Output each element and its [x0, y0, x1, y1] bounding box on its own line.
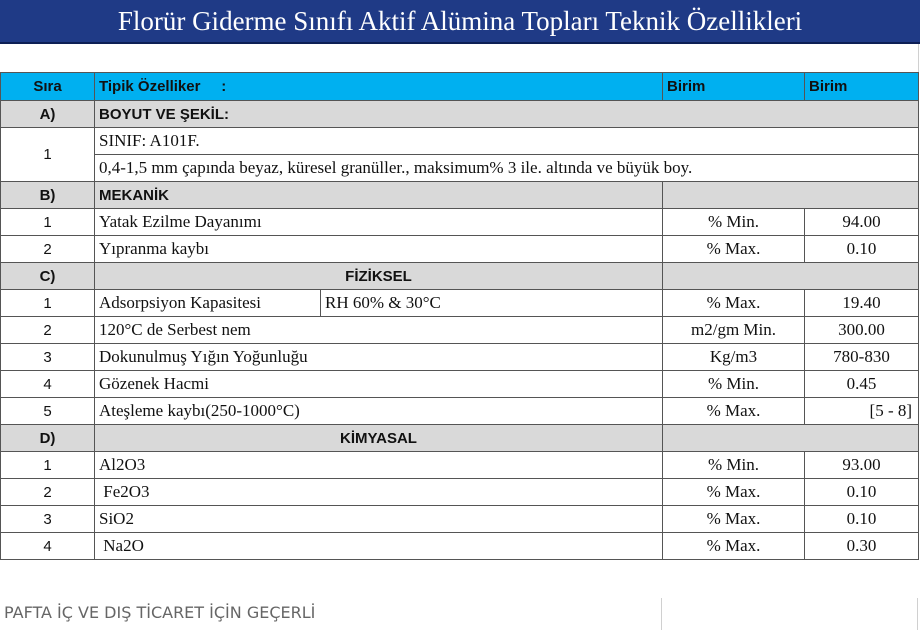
property-value: 0.30	[805, 533, 919, 560]
table-row	[1, 290, 919, 317]
row-index: 1	[1, 128, 95, 182]
property-value: 94.00	[805, 209, 919, 236]
row-index: 1	[1, 209, 95, 236]
property-value: 300.00	[805, 317, 919, 344]
section-title: MEKANİK	[95, 182, 663, 209]
property-name: Ateşleme kaybı(250-1000°C)	[95, 398, 663, 425]
property-unit: % Max.	[663, 479, 805, 506]
table-row	[1, 452, 919, 479]
property-value: 0.10	[805, 506, 919, 533]
property-value: 93.00	[805, 452, 919, 479]
spacer-row	[0, 44, 919, 72]
table-row	[1, 344, 919, 371]
row-index: 1	[1, 452, 95, 479]
row-index: 2	[1, 317, 95, 344]
property-name: Fe2O3	[95, 479, 663, 506]
row-index: 4	[1, 533, 95, 560]
property-unit: m2/gm Min.	[663, 317, 805, 344]
table-row	[1, 533, 919, 560]
property-name: Yıpranma kaybı	[95, 236, 663, 263]
property-unit: % Max.	[663, 533, 805, 560]
property-unit: % Max.	[663, 398, 805, 425]
header-unit-2: Birim	[805, 73, 919, 101]
row-index: 4	[1, 371, 95, 398]
property-condition: RH 60% & 30°C	[321, 290, 663, 317]
row-index: 3	[1, 506, 95, 533]
property-value: [5 - 8]	[805, 398, 919, 425]
table-row	[1, 128, 919, 155]
table-row	[1, 317, 919, 344]
property-unit: % Min.	[663, 371, 805, 398]
table-row	[1, 371, 919, 398]
section-row-d	[1, 425, 919, 452]
section-index: C)	[1, 263, 95, 290]
row-index: 2	[1, 236, 95, 263]
property-name: Adsorpsiyon Kapasitesi	[95, 290, 321, 317]
property-name: SiO2	[95, 506, 663, 533]
property-value: 0.10	[805, 479, 919, 506]
property-unit: % Min.	[663, 209, 805, 236]
property-unit: % Max.	[663, 290, 805, 317]
grade-text: SINIF: A101F.	[95, 128, 919, 155]
row-index: 5	[1, 398, 95, 425]
property-name: 120°C de Serbest nem	[95, 317, 663, 344]
property-value: 19.40	[805, 290, 919, 317]
table-row	[1, 155, 919, 182]
property-unit: % Max.	[663, 506, 805, 533]
property-name: Dokunulmuş Yığın Yoğunluğu	[95, 344, 663, 371]
property-unit: % Max.	[663, 236, 805, 263]
table-row	[1, 398, 919, 425]
property-name: Gözenek Hacmi	[95, 371, 663, 398]
property-value: 780-830	[805, 344, 919, 371]
grid-line	[661, 598, 662, 630]
row-index: 3	[1, 344, 95, 371]
row-index: 2	[1, 479, 95, 506]
table-row	[1, 236, 919, 263]
property-unit: % Min.	[663, 452, 805, 479]
footer-note	[0, 598, 918, 630]
grid-line	[917, 598, 918, 630]
table-header-row	[1, 73, 919, 101]
table-row	[1, 209, 919, 236]
section-row-a	[1, 101, 919, 128]
property-name: Yatak Ezilme Dayanımı	[95, 209, 663, 236]
section-index: D)	[1, 425, 95, 452]
header-sira: Sıra	[1, 73, 95, 101]
section-row-c	[1, 263, 919, 290]
spec-table	[0, 72, 919, 560]
row-index: 1	[1, 290, 95, 317]
shape-description: 0,4-1,5 mm çapında beyaz, küresel granüller., maksimum% 3 ile. altında ve büyük boy.	[95, 155, 919, 182]
property-unit: Kg/m3	[663, 344, 805, 371]
section-index: B)	[1, 182, 95, 209]
section-blank	[663, 182, 919, 209]
table-row	[1, 506, 919, 533]
section-blank	[663, 425, 919, 452]
footer-text: PAFTA İÇ VE DIŞ TİCARET İÇİN GEÇERLİ	[4, 603, 316, 622]
header-unit-1: Birim	[663, 73, 805, 101]
table-row	[1, 479, 919, 506]
section-title: BOYUT VE ŞEKİL:	[95, 101, 919, 128]
section-title: FİZİKSEL	[95, 263, 663, 290]
section-index: A)	[1, 101, 95, 128]
page-title: Florür Giderme Sınıfı Aktif Alümina Topları Teknik Özellikleri	[0, 0, 920, 44]
section-title: KİMYASAL	[95, 425, 663, 452]
property-value: 0.45	[805, 371, 919, 398]
section-row-b	[1, 182, 919, 209]
header-properties: Tipik Özelliker :	[95, 73, 663, 101]
property-name: Na2O	[95, 533, 663, 560]
property-name: Al2O3	[95, 452, 663, 479]
property-value: 0.10	[805, 236, 919, 263]
section-blank	[663, 263, 919, 290]
spec-sheet	[0, 44, 920, 630]
